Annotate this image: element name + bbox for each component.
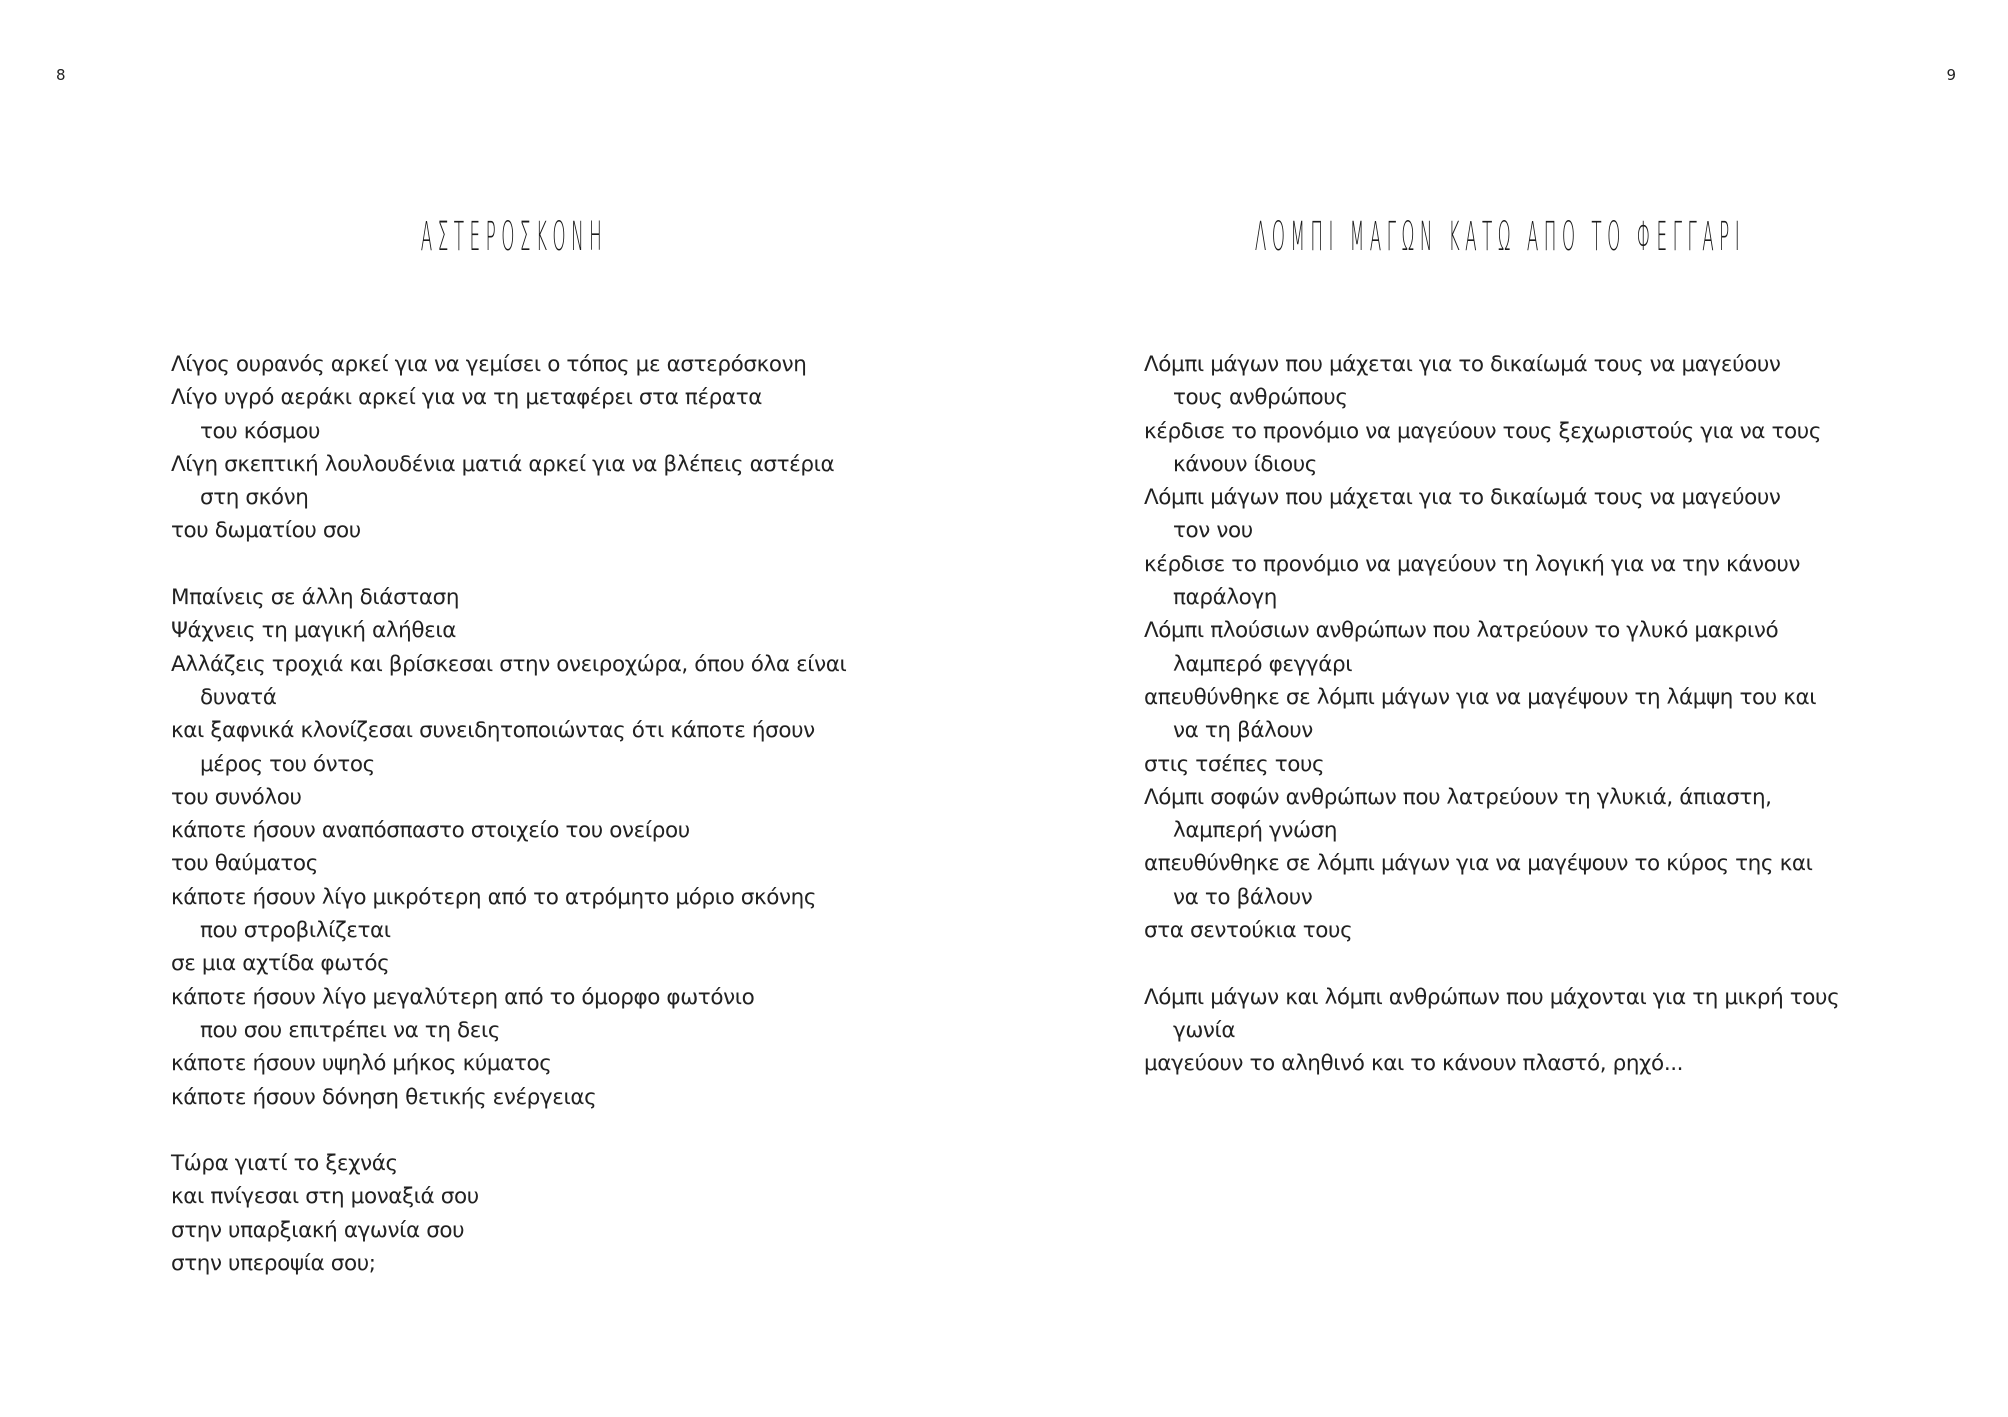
poem-line: Μπαίνεις σε άλλη διάσταση <box>171 585 460 611</box>
poem-line-continuation: τον νου <box>1173 518 1253 544</box>
poem-line: Λίγος ουρανός αρκεί για να γεμίσει ο τόπος με αστερόσκονη <box>171 352 807 377</box>
poem-title-text: ΑΣΤΕΡΟΣΚΟΝΗ <box>420 214 608 260</box>
poem-line: Λόμπι μάγων και λόμπι ανθρώπων που μάχονται για τη μικρή τους <box>1144 984 1840 1010</box>
poem-line: στην υπαρξιακή αγωνία σου <box>171 1217 465 1243</box>
poem-line-continuation: στη σκόνη <box>200 485 309 511</box>
poem-line-continuation: μέρος του όντος <box>200 751 375 777</box>
poem-line: Λόμπι μάγων που μάχεται για το δικαίωμά τους να μαγεύουν <box>1144 352 1781 377</box>
poem-line: του συνόλου <box>171 784 302 810</box>
poem-line-continuation: γωνία <box>1173 1017 1236 1043</box>
poem-line: Αλλάζεις τροχιά και βρίσκεσαι στην ονειροχώρα, όπου όλα είναι <box>171 651 847 677</box>
poem-line: κέρδισε το προνόμιο να μαγεύουν τη λογική για να την κάνουν <box>1144 551 1801 577</box>
poem-line: Λίγη σκεπτική λουλουδένια ματιά αρκεί για να βλέπεις αστέρια <box>171 451 835 477</box>
poem-line-continuation: που στροβιλίζεται <box>200 918 391 944</box>
poem-line-continuation: λαμπερό φεγγάρι <box>1173 651 1353 677</box>
poem-line: σε μια αχτίδα φωτός <box>171 951 390 977</box>
poem-line: του δωματίου σου <box>171 518 361 544</box>
poem-line-continuation: λαμπερή γνώση <box>1173 818 1338 844</box>
poem-line: μαγεύουν το αληθινό και το κάνουν πλαστό, ρηχό... <box>1144 1051 1684 1077</box>
poem-line: κάποτε ήσουν υψηλό μήκος κύματος <box>171 1051 552 1077</box>
page-number: 8 <box>56 66 66 84</box>
poem-line: κάποτε ήσουν αναπόσπαστο στοιχείο του ονείρου <box>171 818 690 844</box>
poem-body <box>171 348 846 1280</box>
poem-line: κέρδισε το προνόμιο να μαγεύουν τους ξεχωριστούς για να τους <box>1144 418 1822 444</box>
poem-line: απευθύνθηκε σε λόμπι μάγων για να μαγέψουν τη λάμψη του και <box>1144 684 1817 710</box>
poem-line: απευθύνθηκε σε λόμπι μάγων για να μαγέψουν το κύρος της και <box>1144 851 1813 877</box>
poem-line: Λόμπι σοφών ανθρώπων που λατρεύουν τη γλυκιά, άπιαστη, <box>1144 784 1772 810</box>
poem-line-continuation: του κόσμου <box>200 418 321 444</box>
poem-line: κάποτε ήσουν λίγο μεγαλύτερη από το όμορφο φωτόνιο <box>171 984 755 1010</box>
poem-line: και πνίγεσαι στη μοναξιά σου <box>171 1184 479 1210</box>
poem-line: στην υπεροψία σου; <box>171 1251 376 1277</box>
right-page <box>1004 0 2008 1417</box>
page-number: 9 <box>1946 66 1956 84</box>
poem-line: Λίγο υγρό αεράκι αρκεί για να τη μεταφέρει στα πέρατα <box>171 385 763 411</box>
poem-line-continuation: δυνατά <box>200 684 277 710</box>
poem-title-text: ΛΟΜΠΙ ΜΑΓΩΝ ΚΑΤΩ ΑΠΟ ΤΟ ΦΕΓΓΑΡΙ <box>1254 214 1746 260</box>
poem-line: στα σεντούκια τους <box>1144 918 1353 944</box>
stanza-break <box>1144 947 1839 980</box>
poem-line-continuation: να το βάλουν <box>1173 884 1313 910</box>
poem-line: στις τσέπες τους <box>1144 751 1325 777</box>
poem-body <box>1144 348 1839 1081</box>
poem-line: κάποτε ήσουν λίγο μικρότερη από το ατρόμητο μόριο σκόνης <box>171 884 817 910</box>
poem-line: και ξαφνικά κλονίζεσαι συνειδητοποιώντας ότι κάποτε ήσουν <box>171 718 815 744</box>
poem-line: κάποτε ήσουν δόνηση θετικής ενέργειας <box>171 1084 597 1110</box>
poem-line-continuation: που σου επιτρέπει να τη δεις <box>200 1017 501 1043</box>
poem-line-continuation: κάνουν ίδιους <box>1173 451 1318 477</box>
stanza-break <box>171 548 846 581</box>
stanza-break <box>171 1114 846 1147</box>
poem-line: του θαύματος <box>171 851 318 877</box>
poem-line: Λόμπι πλούσιων ανθρώπων που λατρεύουν το γλυκό μακρινό <box>1144 618 1779 644</box>
poem-line-continuation: να τη βάλουν <box>1173 718 1313 744</box>
poem-line-continuation: τους ανθρώπους <box>1173 385 1348 411</box>
poem-line: Λόμπι μάγων που μάχεται για το δικαίωμά τους να μαγεύουν <box>1144 485 1781 511</box>
poem-line: Ψάχνεις τη μαγική αλήθεια <box>171 618 457 644</box>
poem-line-continuation: παράλογη <box>1173 585 1277 611</box>
poem-line: Τώρα γιατί το ξεχνάς <box>171 1151 398 1177</box>
